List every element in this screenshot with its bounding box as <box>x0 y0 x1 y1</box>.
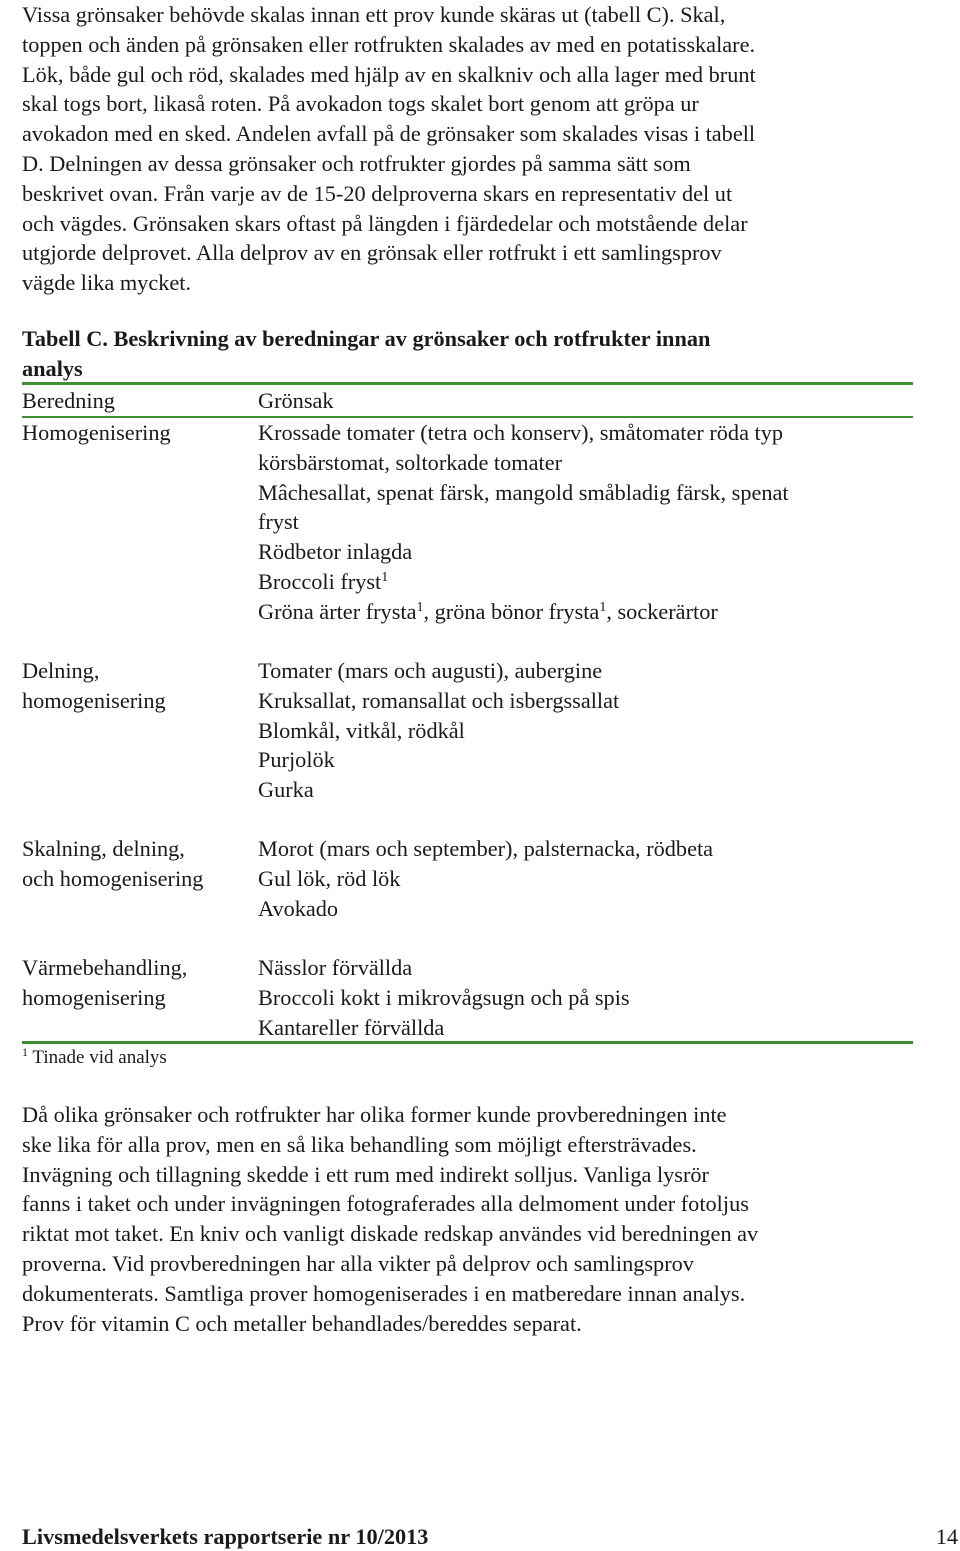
row-method <box>22 418 252 448</box>
method-line: Värmebehandling, <box>22 955 188 980</box>
footnote-ref: 1 <box>599 599 607 615</box>
row-vegetables <box>258 834 918 923</box>
vegetable-line: Nässlor förvällda <box>258 955 413 980</box>
table-title-line: Tabell C. Beskrivning av beredningar av grönsaker och rotfrukter innan <box>22 326 711 351</box>
intro-line: D. Delningen av dessa grönsaker och rotfrukter gjordes på samma sätt som <box>22 150 691 176</box>
vegetable-line: Kruksallat, romansallat och isbergssallat <box>258 687 620 713</box>
vegetable-line: Krossade tomater (tetra och konserv), småtomater röda typ <box>258 420 784 445</box>
row-method <box>22 953 252 1013</box>
footnote-ref: 1 <box>381 569 389 585</box>
method-line: Homogenisering <box>22 420 171 445</box>
vegetable-line: Purjolök <box>258 747 335 773</box>
closing-line: fanns i taket och under invägningen fotograferades alla delmoment under fotoljus <box>22 1191 749 1217</box>
vegetable-line: Avokado <box>258 895 339 921</box>
intro-line: vägde lika mycket. <box>22 270 192 296</box>
header-beredning: Beredning <box>22 388 115 413</box>
intro-line: Lök, både gul och röd, skalades med hjälp av en skalkniv och alla lager med brunt <box>22 61 756 87</box>
closing-line: Prov för vitamin C och metaller behandlades/bereddes separat. <box>22 1310 582 1336</box>
footnote-mark: 1 <box>22 1045 28 1059</box>
vegetable-line: Broccoli kokt i mikrovågsugn och på spis <box>258 984 630 1010</box>
intro-line: och vägdes. Grönsaken skars oftast på längden i fjärdedelar och motstående delar <box>22 210 748 236</box>
closing-line: proverna. Vid provberedningen har alla vikter på delprov och samlingsprov <box>22 1250 694 1276</box>
vegetable-line-broccoli <box>258 567 918 597</box>
vegetable-text: , gröna bönor frysta <box>423 598 600 624</box>
closing-line: riktat mot taket. En kniv och vanligt diskade redskap användes vid beredningen av <box>22 1221 759 1247</box>
vegetable-line: Tomater (mars och augusti), aubergine <box>258 658 603 683</box>
row-vegetables <box>258 953 918 1042</box>
intro-line: Vissa grönsaker behövde skalas innan ett prov kunde skäras ut (tabell C). Skal, <box>22 2 726 27</box>
table-title-line: analys <box>22 355 83 381</box>
intro-line: utgjorde delprovet. Alla delprov av en grönsak eller rotfrukt i ett samlingsprov <box>22 240 722 266</box>
vegetable-line: Rödbetor inlagda <box>258 539 413 565</box>
table-top-rule <box>22 382 913 385</box>
intro-paragraph <box>22 0 938 298</box>
footnote-ref: 1 <box>416 599 424 615</box>
header-gronsak: Grönsak <box>258 388 334 413</box>
vegetable-line-peas <box>258 597 918 627</box>
closing-line: dokumenterats. Samtliga prover homogeniserades i en matberedare innan analys. <box>22 1280 746 1306</box>
vegetable-line: Kantareller förvällda <box>258 1014 445 1040</box>
row-vegetables <box>258 656 918 805</box>
row-vegetables <box>258 418 918 627</box>
vegetable-line: körsbärstomat, soltorkade tomater <box>258 449 563 475</box>
closing-line: Invägning och tillagning skedde i ett rum med indirekt solljus. Vanliga lysrör <box>22 1161 709 1187</box>
footnote-text: Tinade vid analys <box>28 1047 167 1068</box>
vegetable-text: , sockerärtor <box>606 598 718 624</box>
page-number: 14 <box>935 1524 958 1549</box>
vegetable-line: Mâchesallat, spenat färsk, mangold småbladig färsk, spenat <box>258 479 789 505</box>
table-footnote <box>22 1044 167 1072</box>
method-line: homogenisering <box>22 984 166 1010</box>
method-line: Skalning, delning, <box>22 836 185 861</box>
method-line: Delning, <box>22 658 100 683</box>
intro-line: toppen och änden på grönsaken eller rotfrukten skalades av med en potatisskalare. <box>22 31 756 57</box>
footer-series-title: Livsmedelsverkets rapportserie nr 10/2013 <box>22 1524 429 1549</box>
intro-line: avokadon med en sked. Andelen avfall på de grönsaker som skalades visas i tabell <box>22 121 756 147</box>
closing-paragraph <box>22 1100 938 1338</box>
intro-line: beskrivet ovan. Från varje av de 15-20 delproverna skars en representativ del ut <box>22 180 733 206</box>
intro-line: skal togs bort, likaså roten. På avokadon togs skalet bort genom att gröpa ur <box>22 91 699 117</box>
vegetable-text: Gröna ärter frysta <box>258 598 417 624</box>
closing-line: Då olika grönsaker och rotfrukter har olika former kunde provberedningen inte <box>22 1102 727 1127</box>
vegetable-text: Broccoli fryst <box>258 568 382 594</box>
closing-line: ske lika för alla prov, men en så lika behandling som möjligt eftersträvades. <box>22 1131 697 1157</box>
vegetable-line: Blomkål, vitkål, rödkål <box>258 717 465 743</box>
row-method <box>22 834 252 894</box>
row-method <box>22 656 252 716</box>
method-line: homogenisering <box>22 687 166 713</box>
vegetable-line: Morot (mars och september), palsternacka, rödbeta <box>258 836 714 861</box>
table-title <box>22 324 938 384</box>
vegetable-line: Gul lök, röd lök <box>258 865 401 891</box>
vegetable-line: Gurka <box>258 777 314 803</box>
method-line: och homogenisering <box>22 865 204 891</box>
vegetable-line: fryst <box>258 509 299 535</box>
